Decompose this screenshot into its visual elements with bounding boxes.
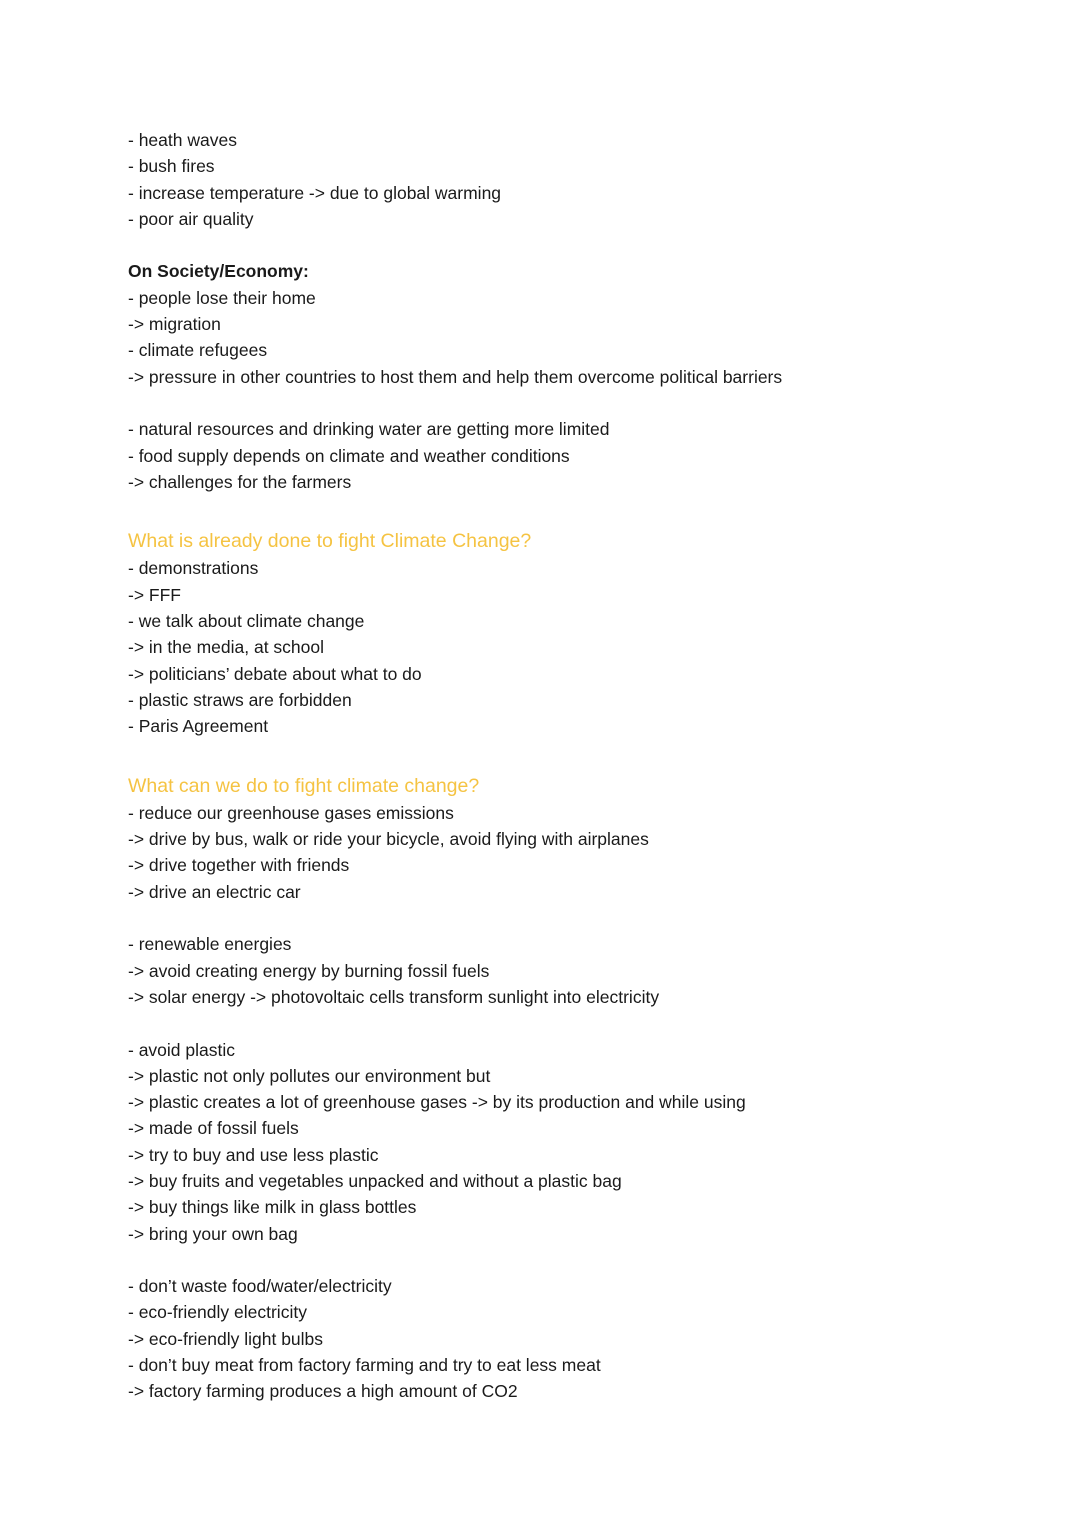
document-page [128,127,1028,1405]
list-item: - avoid plastic [128,1039,235,1060]
list-item: - increase temperature -> due to global warming [128,182,502,203]
list-item: -> avoid creating energy by burning fossil fuels [128,960,490,981]
list-item: -> in the media, at school [128,637,325,658]
list-item: -> FFF [128,584,181,605]
spacer [128,495,1028,521]
list-item: -> plastic not only pollutes our environment but [128,1065,491,1086]
list-item: -> challenges for the farmers [128,471,352,492]
spacer [128,232,1028,258]
list-item: - heath waves [128,130,237,150]
section-heading: What can we do to fight climate change? [128,774,480,797]
list-item: - food supply depends on climate and weather conditions [128,445,570,466]
list-item: -> politicians’ debate about what to do [128,663,422,684]
spacer [128,1010,1028,1036]
list-item: - eco-friendly electricity [128,1302,307,1323]
list-item: -> eco-friendly light bulbs [128,1328,324,1349]
already-done-section [128,527,1028,739]
list-item: - don’t buy meat from factory farming and try to eat less meat [128,1355,601,1376]
list-item: -> buy fruits and vegetables unpacked and without a plastic bag [128,1170,622,1191]
list-item: -> solar energy -> photovoltaic cells transform sunlight into electricity [128,986,660,1007]
list-item: -> bring your own bag [128,1223,298,1244]
list-item: -> buy things like milk in glass bottles [128,1197,417,1218]
list-item: -> drive together with friends [128,855,350,876]
list-item: - demonstrations [128,558,259,579]
list-item: - poor air quality [128,208,254,229]
list-item: - plastic straws are forbidden [128,689,352,710]
list-item: -> migration [128,314,221,335]
spacer [128,390,1028,416]
spacer [128,740,1028,766]
spacer [128,905,1028,931]
spacer [128,1247,1028,1273]
list-item: -> plastic creates a lot of greenhouse gases -> by its production and while using [128,1092,746,1113]
list-item: - Paris Agreement [128,716,269,737]
list-item: - natural resources and drinking water are getting more limited [128,419,610,440]
list-item: -> made of fossil fuels [128,1118,299,1139]
section-heading: What is already done to fight Climate Change? [128,530,532,553]
list-item: - don’t waste food/water/electricity [128,1276,392,1297]
list-item: - reduce our greenhouse gases emissions [128,802,454,823]
list-item: - bush fires [128,156,215,177]
list-item: -> factory farming produces a high amount of CO2 [128,1381,518,1402]
list-item: - people lose their home [128,287,316,308]
society-section [128,258,1028,495]
list-item: -> drive by bus, walk or ride your bicycle, avoid flying with airplanes [128,829,649,850]
list-item: - we talk about climate change [128,611,365,632]
list-item: - climate refugees [128,340,268,361]
list-item: - renewable energies [128,934,292,955]
list-item: -> drive an electric car [128,881,301,902]
effects-list [128,127,1028,232]
can-do-section [128,772,1028,1405]
list-item: -> try to buy and use less plastic [128,1144,379,1165]
list-item: -> pressure in other countries to host them and help them overcome political barriers [128,366,783,387]
section-subheading: On Society/Economy: [128,261,309,282]
